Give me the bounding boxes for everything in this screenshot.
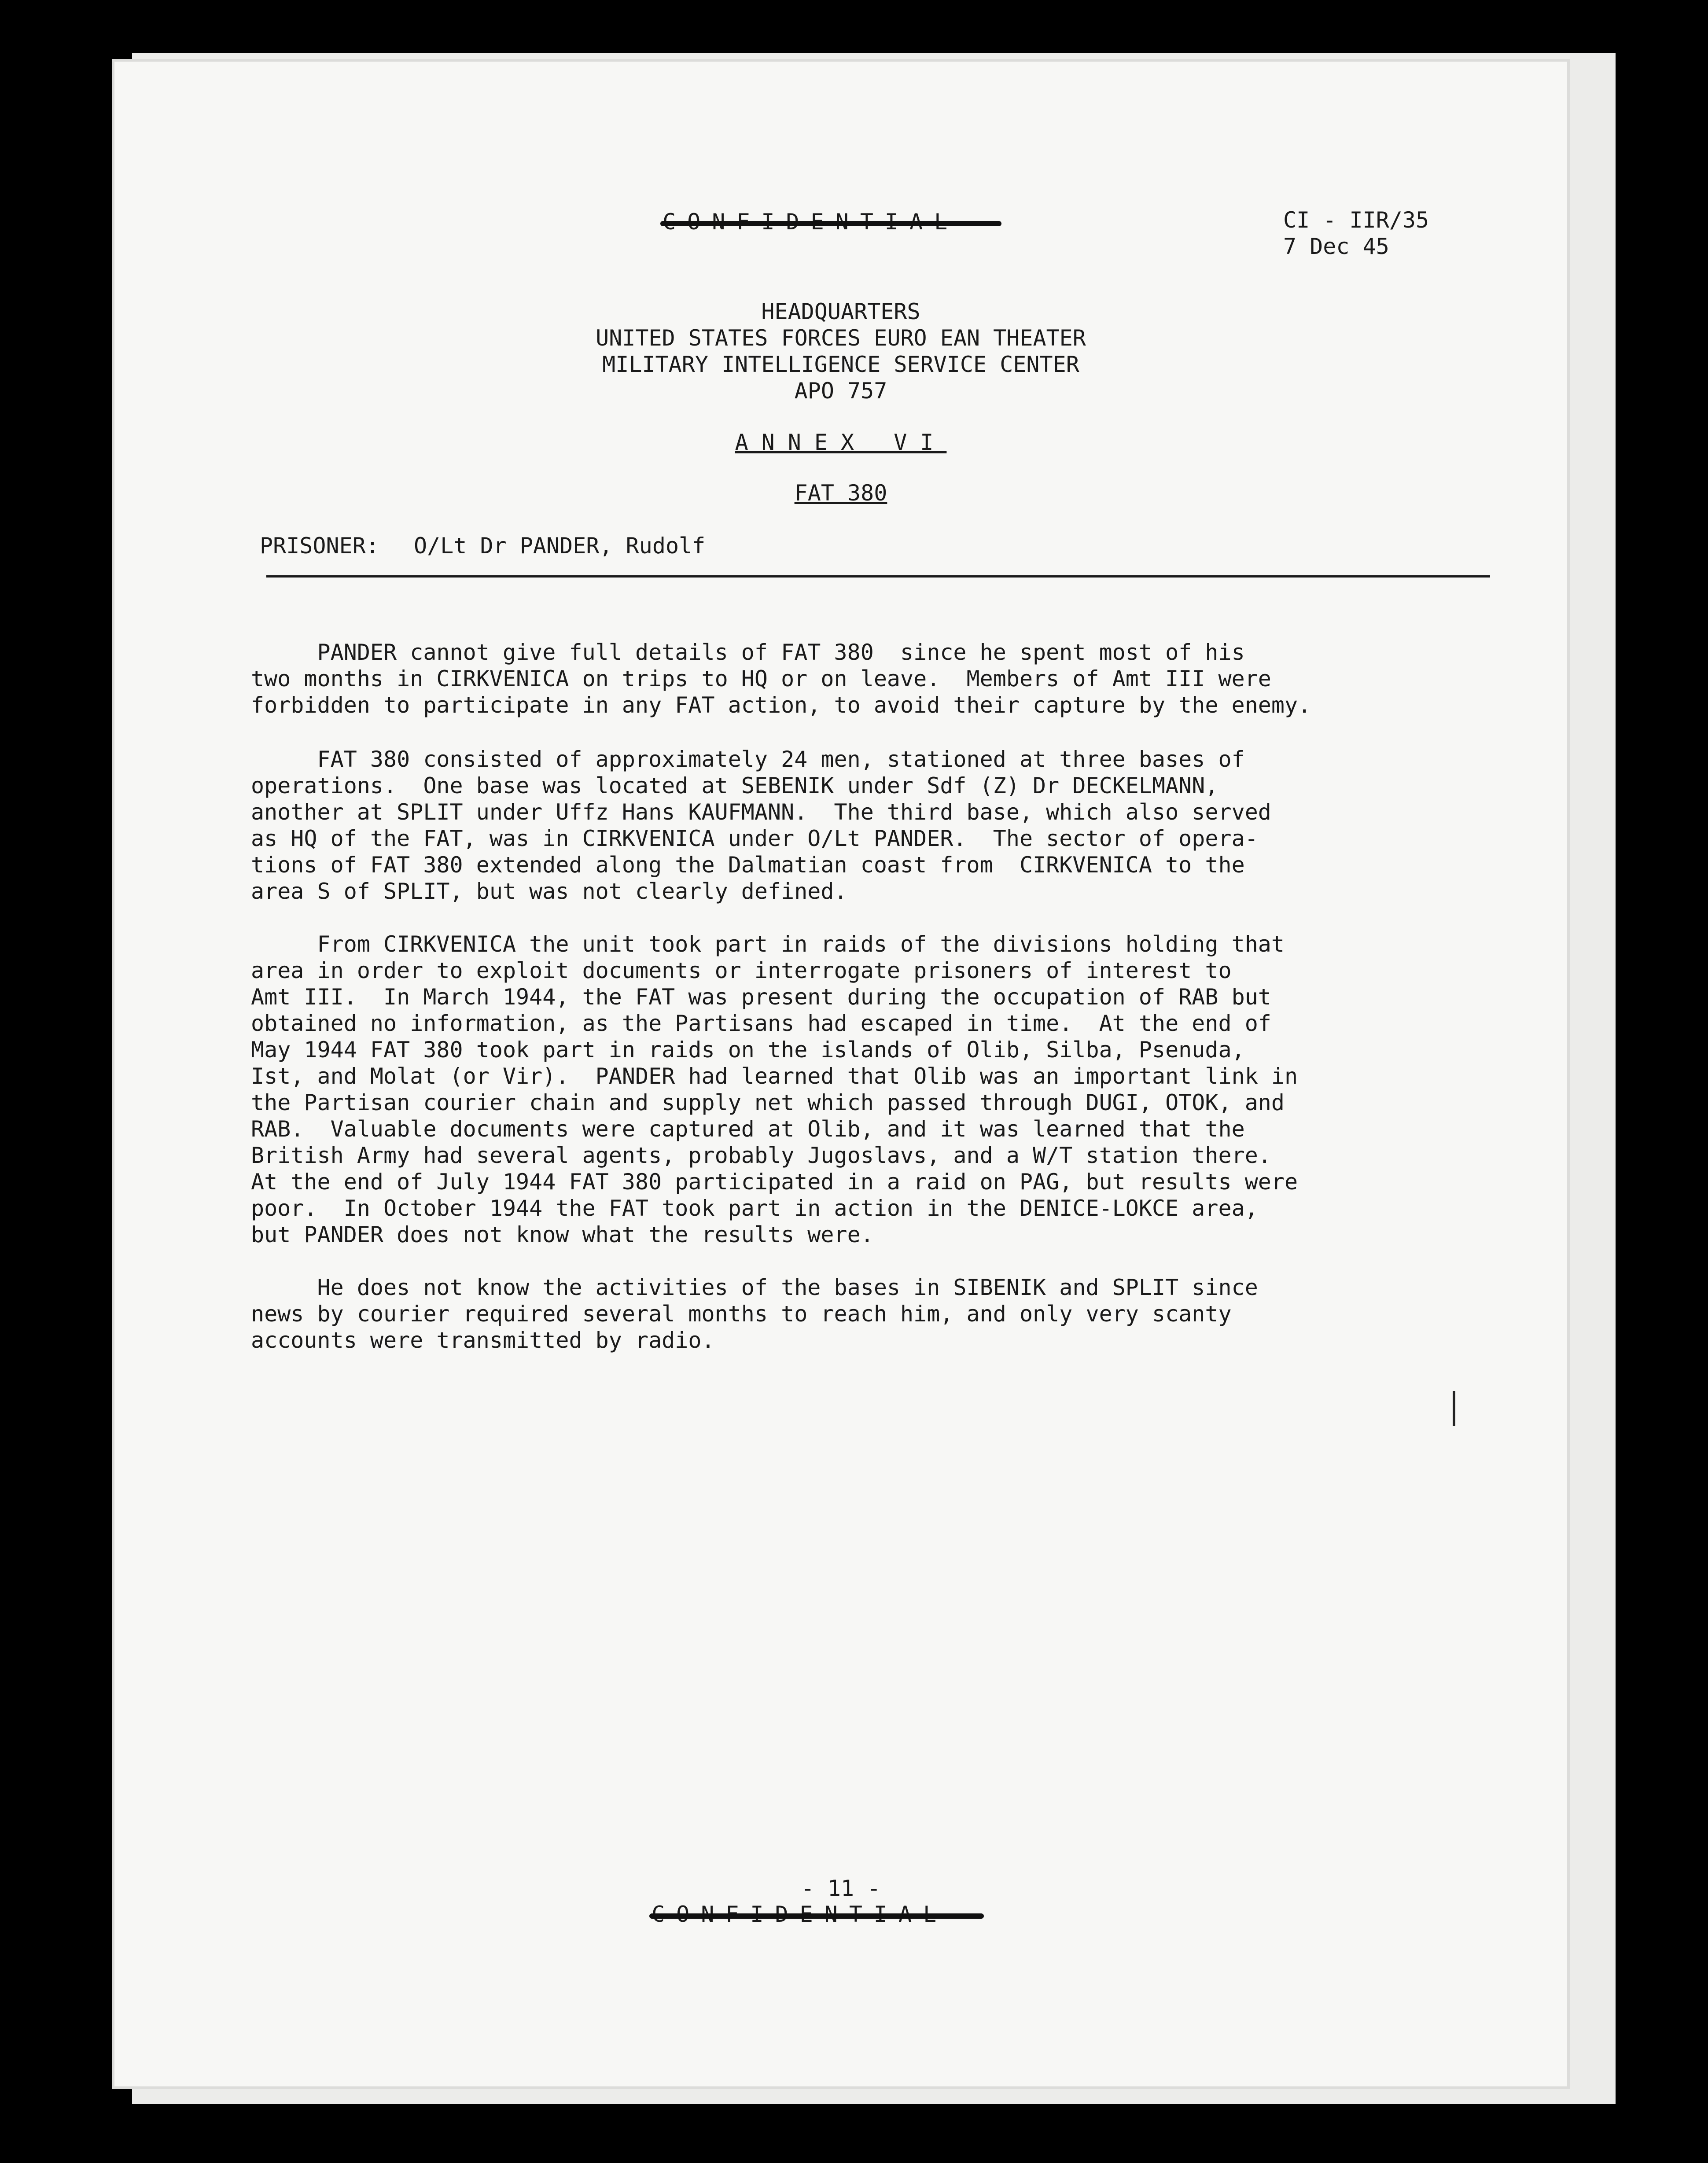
heading-line-3: MILITARY INTELLIGENCE SERVICE CENTER (602, 352, 1079, 377)
paragraph-3-line-4: obtained no information, as the Partisans had escaped in time. At the end of (251, 1011, 1271, 1036)
reference-number: CI - IIR/35 (1283, 207, 1429, 233)
paragraph-3-line-2: area in order to exploit documents or interrogate prisoners of interest to (251, 958, 1232, 983)
paragraph-4-line-2: news by courier required several months to reach him, and only very scanty (251, 1301, 1232, 1327)
paragraph-3-line-8: RAB. Valuable documents were captured at Olib, and it was learned that the (251, 1116, 1245, 1142)
paragraph-3-line-9: British Army had several agents, probably Jugoslavs, and a W/T station there. (251, 1143, 1271, 1168)
heading-line-1: HEADQUARTERS (761, 299, 920, 324)
paragraph-2-line-6: area S of SPLIT, but was not clearly defined. (251, 879, 847, 904)
paragraph-3-line-10: At the end of July 1944 FAT 380 participated in a raid on PAG, but results were (251, 1169, 1298, 1195)
classification-top-strikethrough (660, 221, 1001, 226)
paragraph-3-line-11: poor. In October 1944 the FAT took part in action in the DENICE-LOKCE area, (251, 1196, 1258, 1221)
paragraph-2-line-1: FAT 380 consisted of approximately 24 men, stationed at three bases of (251, 747, 1245, 772)
paragraph-3-line-6: Ist, and Molat (or Vir). PANDER had learned that Olib was an important link in (251, 1063, 1298, 1089)
paragraph-1-line-3: forbidden to participate in any FAT action, to avoid their capture by the enemy. (251, 692, 1311, 718)
unit-title: FAT 380 (794, 480, 887, 506)
margin-mark (1453, 1391, 1455, 1426)
paragraph-2-line-2: operations. One base was located at SEBENIK under Sdf (Z) Dr DECKELMANN, (251, 773, 1218, 798)
prisoner-label: PRISONER: (260, 533, 379, 559)
prisoner-name: O/Lt Dr PANDER, Rudolf (414, 533, 706, 559)
heading-line-4: APO 757 (794, 378, 887, 404)
paragraph-2-line-4: as HQ of the FAT, was in CIRKVENICA under O/Lt PANDER. The sector of opera- (251, 826, 1258, 851)
paragraph-2-line-5: tions of FAT 380 extended along the Dalmatian coast from CIRKVENICA to the (251, 852, 1245, 878)
paragraph-1-line-2: two months in CIRKVENICA on trips to HQ or on leave. Members of Amt III were (251, 666, 1271, 692)
paragraph-3-line-3: Amt III. In March 1944, the FAT was present during the occupation of RAB but (251, 984, 1271, 1010)
paragraph-3-line-5: May 1944 FAT 380 took part in raids on the islands of Olib, Silba, Psenuda, (251, 1037, 1245, 1063)
paragraph-4-line-3: accounts were transmitted by radio. (251, 1328, 715, 1353)
paragraph-2-line-3: another at SPLIT under Uffz Hans KAUFMANN. The third base, which also served (251, 799, 1271, 825)
page-number: - 11 - (801, 1876, 881, 1901)
paragraph-3-line-7: the Partisan courier chain and supply net which passed through DUGI, OTOK, and (251, 1090, 1285, 1115)
document-page (114, 62, 1567, 2086)
paragraph-3-line-12: but PANDER does not know what the results were. (251, 1222, 874, 1247)
annex-title: ANNEX VI (735, 430, 947, 455)
paragraph-4-line-1: He does not know the activities of the bases in SIBENIK and SPLIT since (251, 1275, 1258, 1300)
paragraph-1-line-1: PANDER cannot give full details of FAT 380 since he spent most of his (251, 640, 1245, 665)
classification-bottom-strikethrough (649, 1913, 984, 1919)
reference-date: 7 Dec 45 (1283, 234, 1389, 259)
heading-line-2: UNITED STATES FORCES EURO EAN THEATER (596, 325, 1086, 351)
paragraph-3-line-1: From CIRKVENICA the unit took part in raids of the divisions holding that (251, 931, 1285, 957)
separator-rule (266, 575, 1490, 578)
document-content (114, 62, 1567, 2086)
